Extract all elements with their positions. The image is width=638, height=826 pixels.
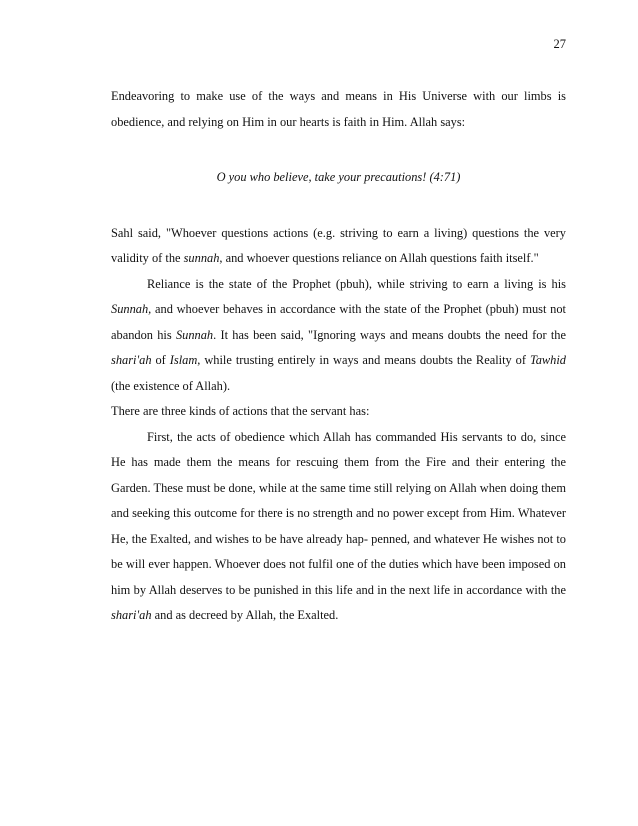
italic-term: Sunnah xyxy=(175,327,214,342)
page-number: 27 xyxy=(553,37,566,51)
paragraph-4: There are three kinds of actions that the servant has: xyxy=(111,404,370,418)
italic-term: Sunnah, xyxy=(111,302,152,316)
text-span: . It has been said, "Ignoring ways and means doubts the need for the xyxy=(213,327,566,342)
text-span: , and whoever questions reliance on Allah questions faith itself." xyxy=(219,251,539,265)
spacer xyxy=(111,135,566,165)
quranic-quote: O you who believe, take your precautions! (4:71) xyxy=(216,170,461,184)
italic-term: Tawhid xyxy=(529,353,566,367)
paragraph-1: Endeavoring to make use of the ways and means in His Universe with our limbs is obedience, and relying on Him in our hearts is faith in Him. Allah says: xyxy=(111,89,566,129)
italic-term: Islam xyxy=(169,353,198,367)
text-span: and whoever behaves in accordance with the state of the Prophet (pbuh) must not abandon his xyxy=(111,302,566,342)
body-text xyxy=(111,84,566,629)
text-span: and as decreed by Allah, the Exalted. xyxy=(151,608,339,622)
text-span: First, the acts of obedience which Allah has commanded His servants to do, since He has made them the means for rescuing them from the Fire and their entering the Garden. These must be done, while at the same time still relying on Allah when doing them and seeking this outcome for there is no strength and no power except from Him. Whatever He, the Exalted, and wishes to be have already hap- penned, and whatever He wishes not to be will ever happen. Whoever does not fulfil one of the duties which have been imposed on him by Allah deserves to be punished in this life and in the next life in accordance with the xyxy=(111,429,566,597)
text-span: Reliance is the state of the Prophet (pbuh), while striving to earn a living is his xyxy=(147,276,566,291)
text-span: , while trusting entirely in ways and means doubts the Reality of xyxy=(197,353,530,367)
spacer xyxy=(111,191,566,221)
paragraph-3 xyxy=(111,272,566,400)
paragraph-5 xyxy=(111,425,566,629)
text-span: of xyxy=(151,353,170,367)
paragraph-2 xyxy=(111,221,566,272)
italic-term: shari'ah xyxy=(111,353,152,367)
italic-term: shari'ah xyxy=(111,608,152,622)
italic-term: sunnah xyxy=(183,251,220,265)
text-span: Sahl said, "Whoever questions actions (e.g. striving to earn a living) questions the very validity of the xyxy=(111,225,566,265)
text-span: (the existence of Allah). xyxy=(111,378,231,393)
